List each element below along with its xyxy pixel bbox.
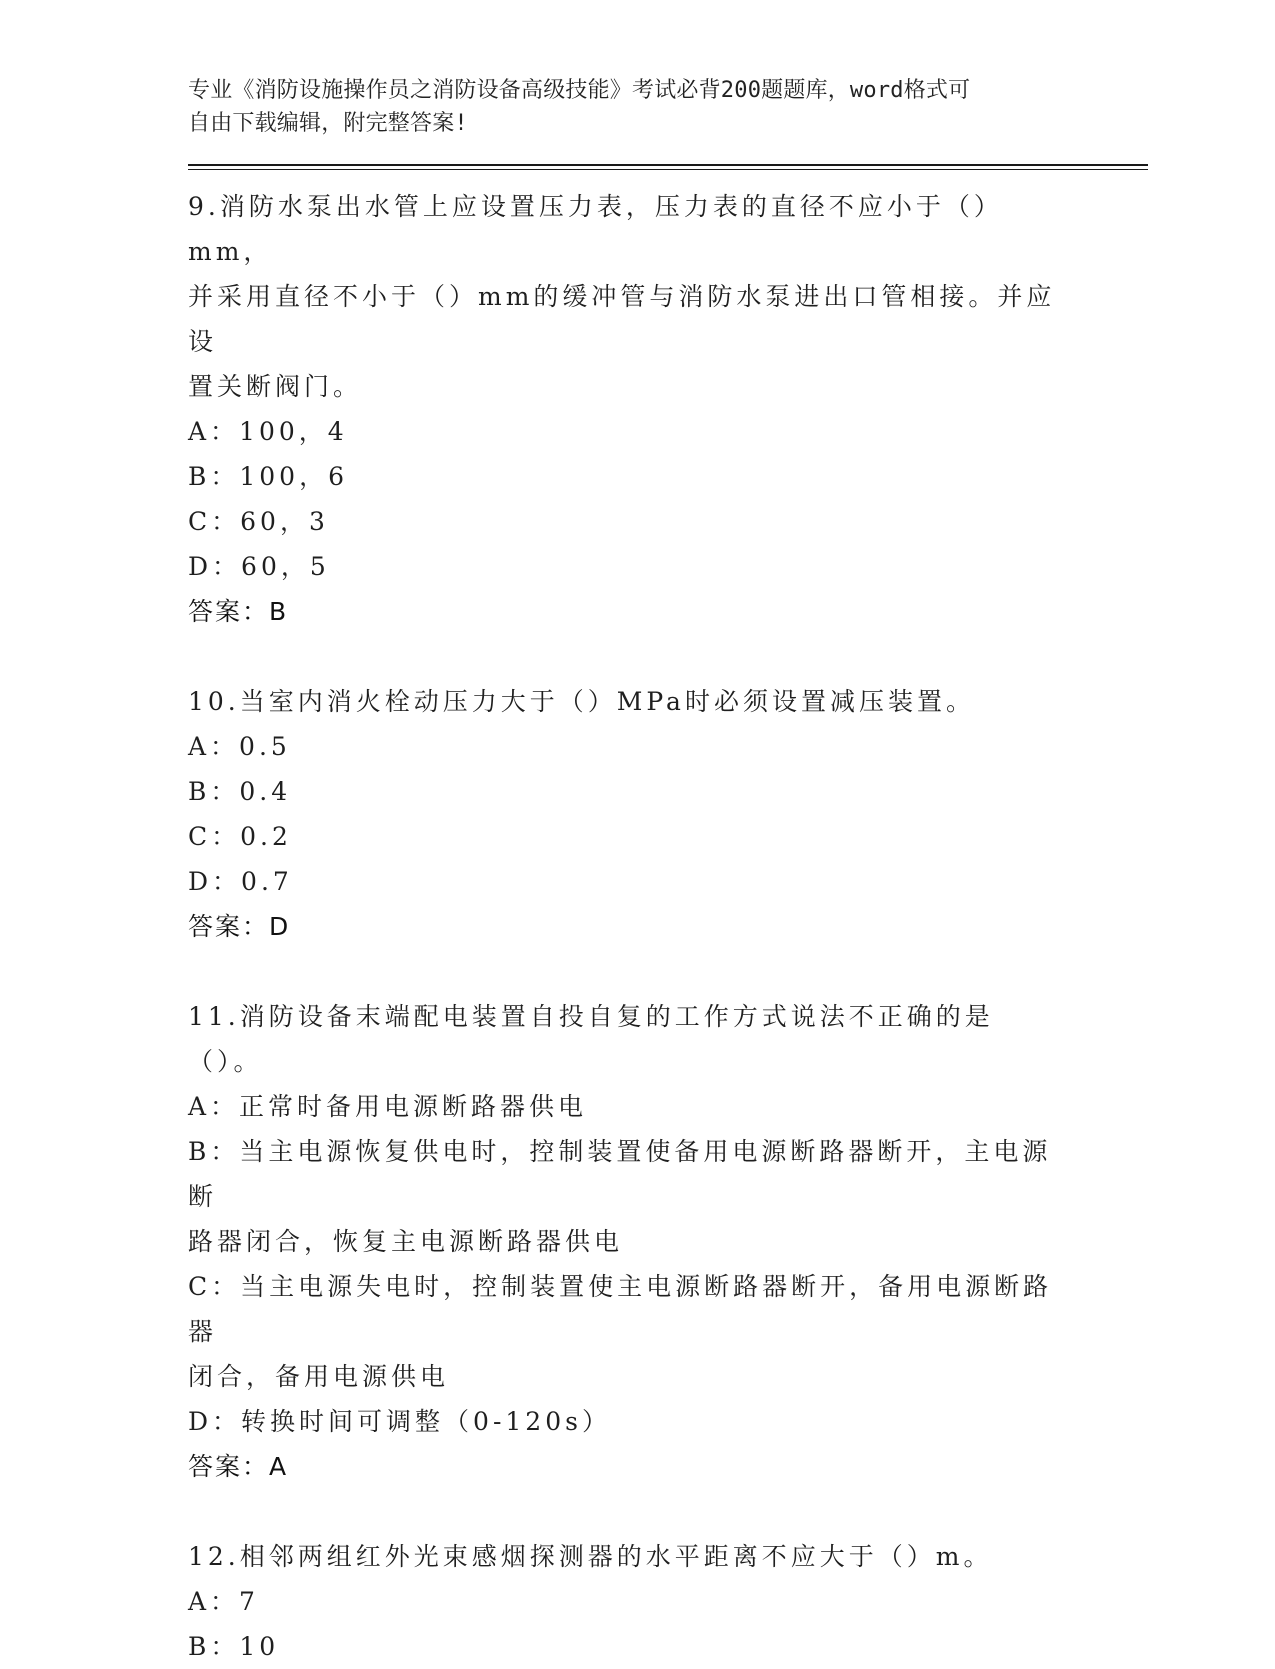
option-c: C：当主电源失电时，控制装置使主电源断路器断开，备用电源断路器 — [188, 1272, 1053, 1346]
document-page — [188, 74, 1148, 1669]
question-11 — [188, 994, 1068, 1489]
header-line-1: 专业《消防设施操作员之消防设备高级技能》考试必背200题题库，word格式可 — [188, 78, 971, 103]
question-text: 9.消防水泵出水管上应设置压力表，压力表的直径不应小于（）mm， — [188, 192, 1003, 266]
option-d: D：0.7 — [188, 867, 293, 896]
option-b-continued: 路器闭合，恢复主电源断路器供电 — [188, 1227, 624, 1256]
option-d: D：转换时间可调整（0-120s） — [188, 1407, 611, 1436]
option-c: C：0.2 — [188, 822, 292, 851]
header-divider-thin — [188, 169, 1148, 170]
option-a: A：100，4 — [188, 417, 348, 446]
answer-label: 答案：B — [188, 597, 289, 626]
option-b: B：100，6 — [188, 462, 348, 491]
question-text: 12.相邻两组红外光束感烟探测器的水平距离不应大于（）m。 — [188, 1542, 993, 1571]
answer-label: 答案：D — [188, 912, 291, 941]
question-text: 并采用直径不小于（）mm的缓冲管与消防水泵进出口管相接。并应设 — [188, 282, 1056, 356]
header-line-2: 自由下载编辑，附完整答案! — [188, 111, 468, 136]
question-text: 置关断阀门。 — [188, 372, 363, 401]
document-header — [188, 74, 1068, 140]
question-spacer — [188, 949, 1148, 994]
option-c-continued: 闭合，备用电源供电 — [188, 1362, 450, 1391]
question-text: 11.消防设备末端配电装置自投自复的工作方式说法不正确的是（）。 — [188, 1002, 994, 1076]
question-9 — [188, 184, 1068, 634]
question-spacer — [188, 634, 1148, 679]
answer-label: 答案：A — [188, 1452, 289, 1481]
question-spacer — [188, 1489, 1148, 1534]
question-12 — [188, 1534, 1068, 1669]
option-b: B：0.4 — [188, 777, 292, 806]
option-d: D：60，5 — [188, 552, 330, 581]
option-b: B：当主电源恢复供电时，控制装置使备用电源断路器断开，主电源断 — [188, 1137, 1052, 1211]
option-c: C：60，3 — [188, 507, 329, 536]
option-a: A：7 — [188, 1587, 259, 1616]
option-a: A：0.5 — [188, 732, 291, 761]
question-10 — [188, 679, 1068, 949]
option-b: B：10 — [188, 1632, 280, 1661]
header-divider — [188, 164, 1148, 166]
option-a: A：正常时备用电源断路器供电 — [188, 1092, 588, 1121]
question-text: 10.当室内消火栓动压力大于（）MPa时必须设置减压装置。 — [188, 687, 975, 716]
